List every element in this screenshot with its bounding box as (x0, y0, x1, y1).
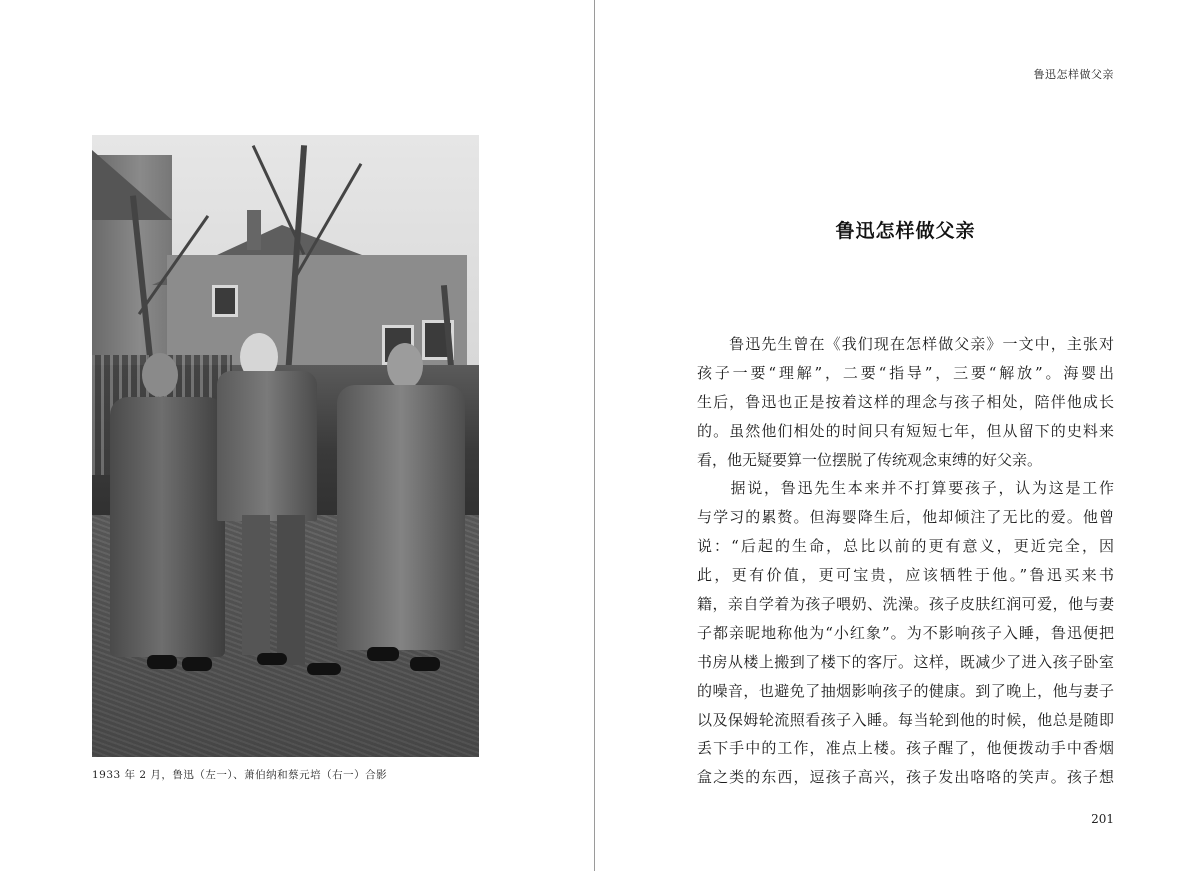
text-line: 说：“后起的生命，总比以前的更有意义，更近完全，因 (697, 537, 1114, 556)
photo-caption: 1933 年 2 月，鲁迅（左一）、萧伯纳和蔡元培（右一）合影 (92, 769, 388, 781)
text-line: 生后，鲁迅也正是按着这样的理念与孩子相处，陪伴他成长 (697, 392, 1114, 411)
page-number: 201 (1091, 812, 1114, 826)
text-line: 以及保姆轮流照看孩子入睡。每当轮到他的时候，他总是随即 (697, 710, 1114, 729)
text-line: 丢下手中的工作，准点上楼。孩子醒了，他便拨动手中香烟 (697, 739, 1114, 758)
text-line: 与学习的累赘。但海婴降生后，他却倾注了无比的爱。他曾 (697, 508, 1114, 527)
text-line: 的噪音，也避免了抽烟影响孩子的健康。到了晚上，他与妻子 (697, 681, 1114, 700)
running-head: 鲁迅怎样做父亲 (1033, 68, 1114, 81)
text-line: 据说，鲁迅先生本来并不打算要孩子，认为这是工作 (697, 479, 1114, 498)
text-line: 子都亲昵地称他为“小红象”。为不影响孩子入睡，鲁迅便把 (697, 623, 1114, 642)
text-line: 孩子一要“理解”，二要“指导”，三要“解放”。海婴出 (697, 363, 1114, 382)
text-line: 盒之类的东西，逗孩子高兴，孩子发出咯咯的笑声。孩子想 (697, 768, 1114, 787)
text-line: 书房从楼上搬到了楼下的客厅。这样，既减少了进入孩子卧室 (697, 652, 1114, 671)
text-line: 的。虽然他们相处的时间只有短短七年，但从留下的史料来 (697, 421, 1114, 440)
chapter-title: 鲁迅怎样做父亲 (835, 220, 976, 242)
text-line: 籍，亲自学着为孩子喂奶、洗澡。孩子皮肤红润可爱，他与妻 (697, 595, 1114, 614)
page-gutter (594, 0, 595, 871)
text-line: 看，他无疑要算一位摆脱了传统观念束缚的好父亲。 (697, 450, 1043, 469)
historical-photo (92, 135, 479, 757)
text-line: 鲁迅先生曾在《我们现在怎样做父亲》一文中，主张对 (697, 335, 1114, 353)
text-line: 此，更有价值，更可宝贵，应该牺牲于他。”鲁迅买来书 (697, 566, 1114, 585)
body-text (697, 330, 1114, 792)
